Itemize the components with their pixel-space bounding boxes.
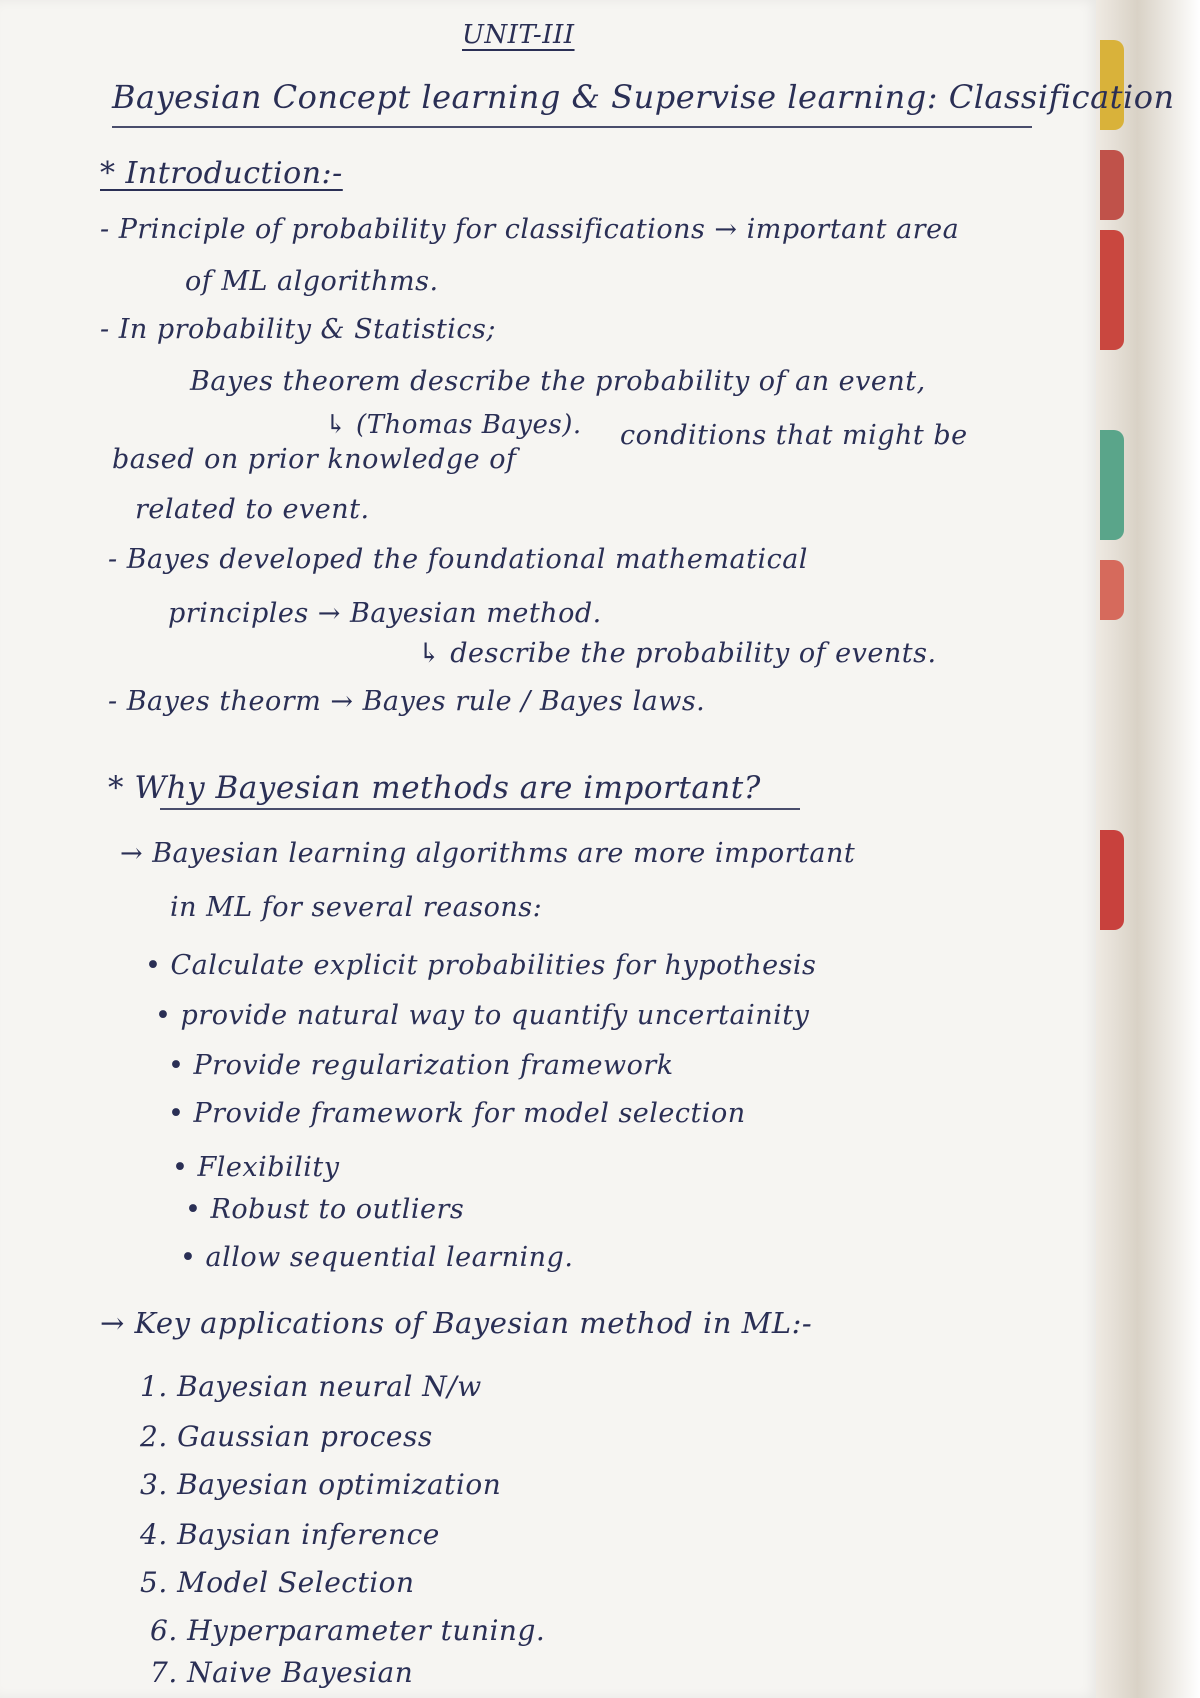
why-bullet: • allow sequential learning. xyxy=(180,1242,574,1273)
application-item: 7. Naive Bayesian xyxy=(150,1656,414,1689)
applications-heading: → Key applications of Bayesian method in ML:- xyxy=(100,1306,813,1340)
why-underline xyxy=(160,808,800,810)
intro-line: based on prior knowledge of xyxy=(112,444,517,475)
heading-underline xyxy=(112,126,1032,128)
application-item: 4. Baysian inference xyxy=(140,1518,440,1551)
intro-line: - In probability & Statistics; xyxy=(100,314,497,345)
why-intro: in ML for several reasons: xyxy=(170,892,543,923)
why-bullet: • Calculate explicit probabilities for hypothesis xyxy=(145,950,817,981)
why-bullet: • provide natural way to quantify uncertainity xyxy=(155,1000,810,1031)
intro-line: Bayes theorem describe the probability of an event, xyxy=(190,366,926,397)
why-bullet: • Flexibility xyxy=(172,1152,340,1183)
why-bullet: • Provide framework for model selection xyxy=(168,1098,746,1129)
edge-stripe xyxy=(1100,560,1124,620)
intro-heading: * Introduction:- xyxy=(100,156,343,191)
unit-title: UNIT-III xyxy=(462,20,575,50)
application-item: 1. Bayesian neural N/w xyxy=(140,1370,482,1403)
intro-line: - Bayes theorm → Bayes rule / Bayes laws. xyxy=(108,686,706,717)
why-intro: → Bayesian learning algorithms are more important xyxy=(120,838,856,869)
edge-stripe xyxy=(1100,230,1124,350)
edge-stripe xyxy=(1100,150,1124,220)
intro-line: ↳ (Thomas Bayes). xyxy=(325,410,582,440)
application-item: 5. Model Selection xyxy=(140,1566,415,1599)
intro-line: of ML algorithms. xyxy=(185,266,439,297)
application-item: 2. Gaussian process xyxy=(140,1420,433,1453)
edge-stripe xyxy=(1100,430,1124,540)
why-bullet: • Robust to outliers xyxy=(185,1194,465,1225)
intro-line: - Bayes developed the foundational mathematical xyxy=(108,544,808,575)
intro-line: conditions that might be xyxy=(620,420,968,451)
intro-line: ↳ describe the probability of events. xyxy=(418,638,937,669)
application-item: 3. Bayesian optimization xyxy=(140,1468,502,1501)
intro-line: - Principle of probability for classifications → important area xyxy=(100,214,960,245)
intro-line: related to event. xyxy=(135,494,370,525)
intro-line: principles → Bayesian method. xyxy=(168,598,602,629)
edge-stripe xyxy=(1100,830,1124,930)
application-item: 6. Hyperparameter tuning. xyxy=(150,1614,546,1647)
why-heading: * Why Bayesian methods are important? xyxy=(108,770,761,806)
why-bullet: • Provide regularization framework xyxy=(168,1050,674,1081)
page-heading: Bayesian Concept learning & Supervise learning: Classification xyxy=(112,78,1175,116)
